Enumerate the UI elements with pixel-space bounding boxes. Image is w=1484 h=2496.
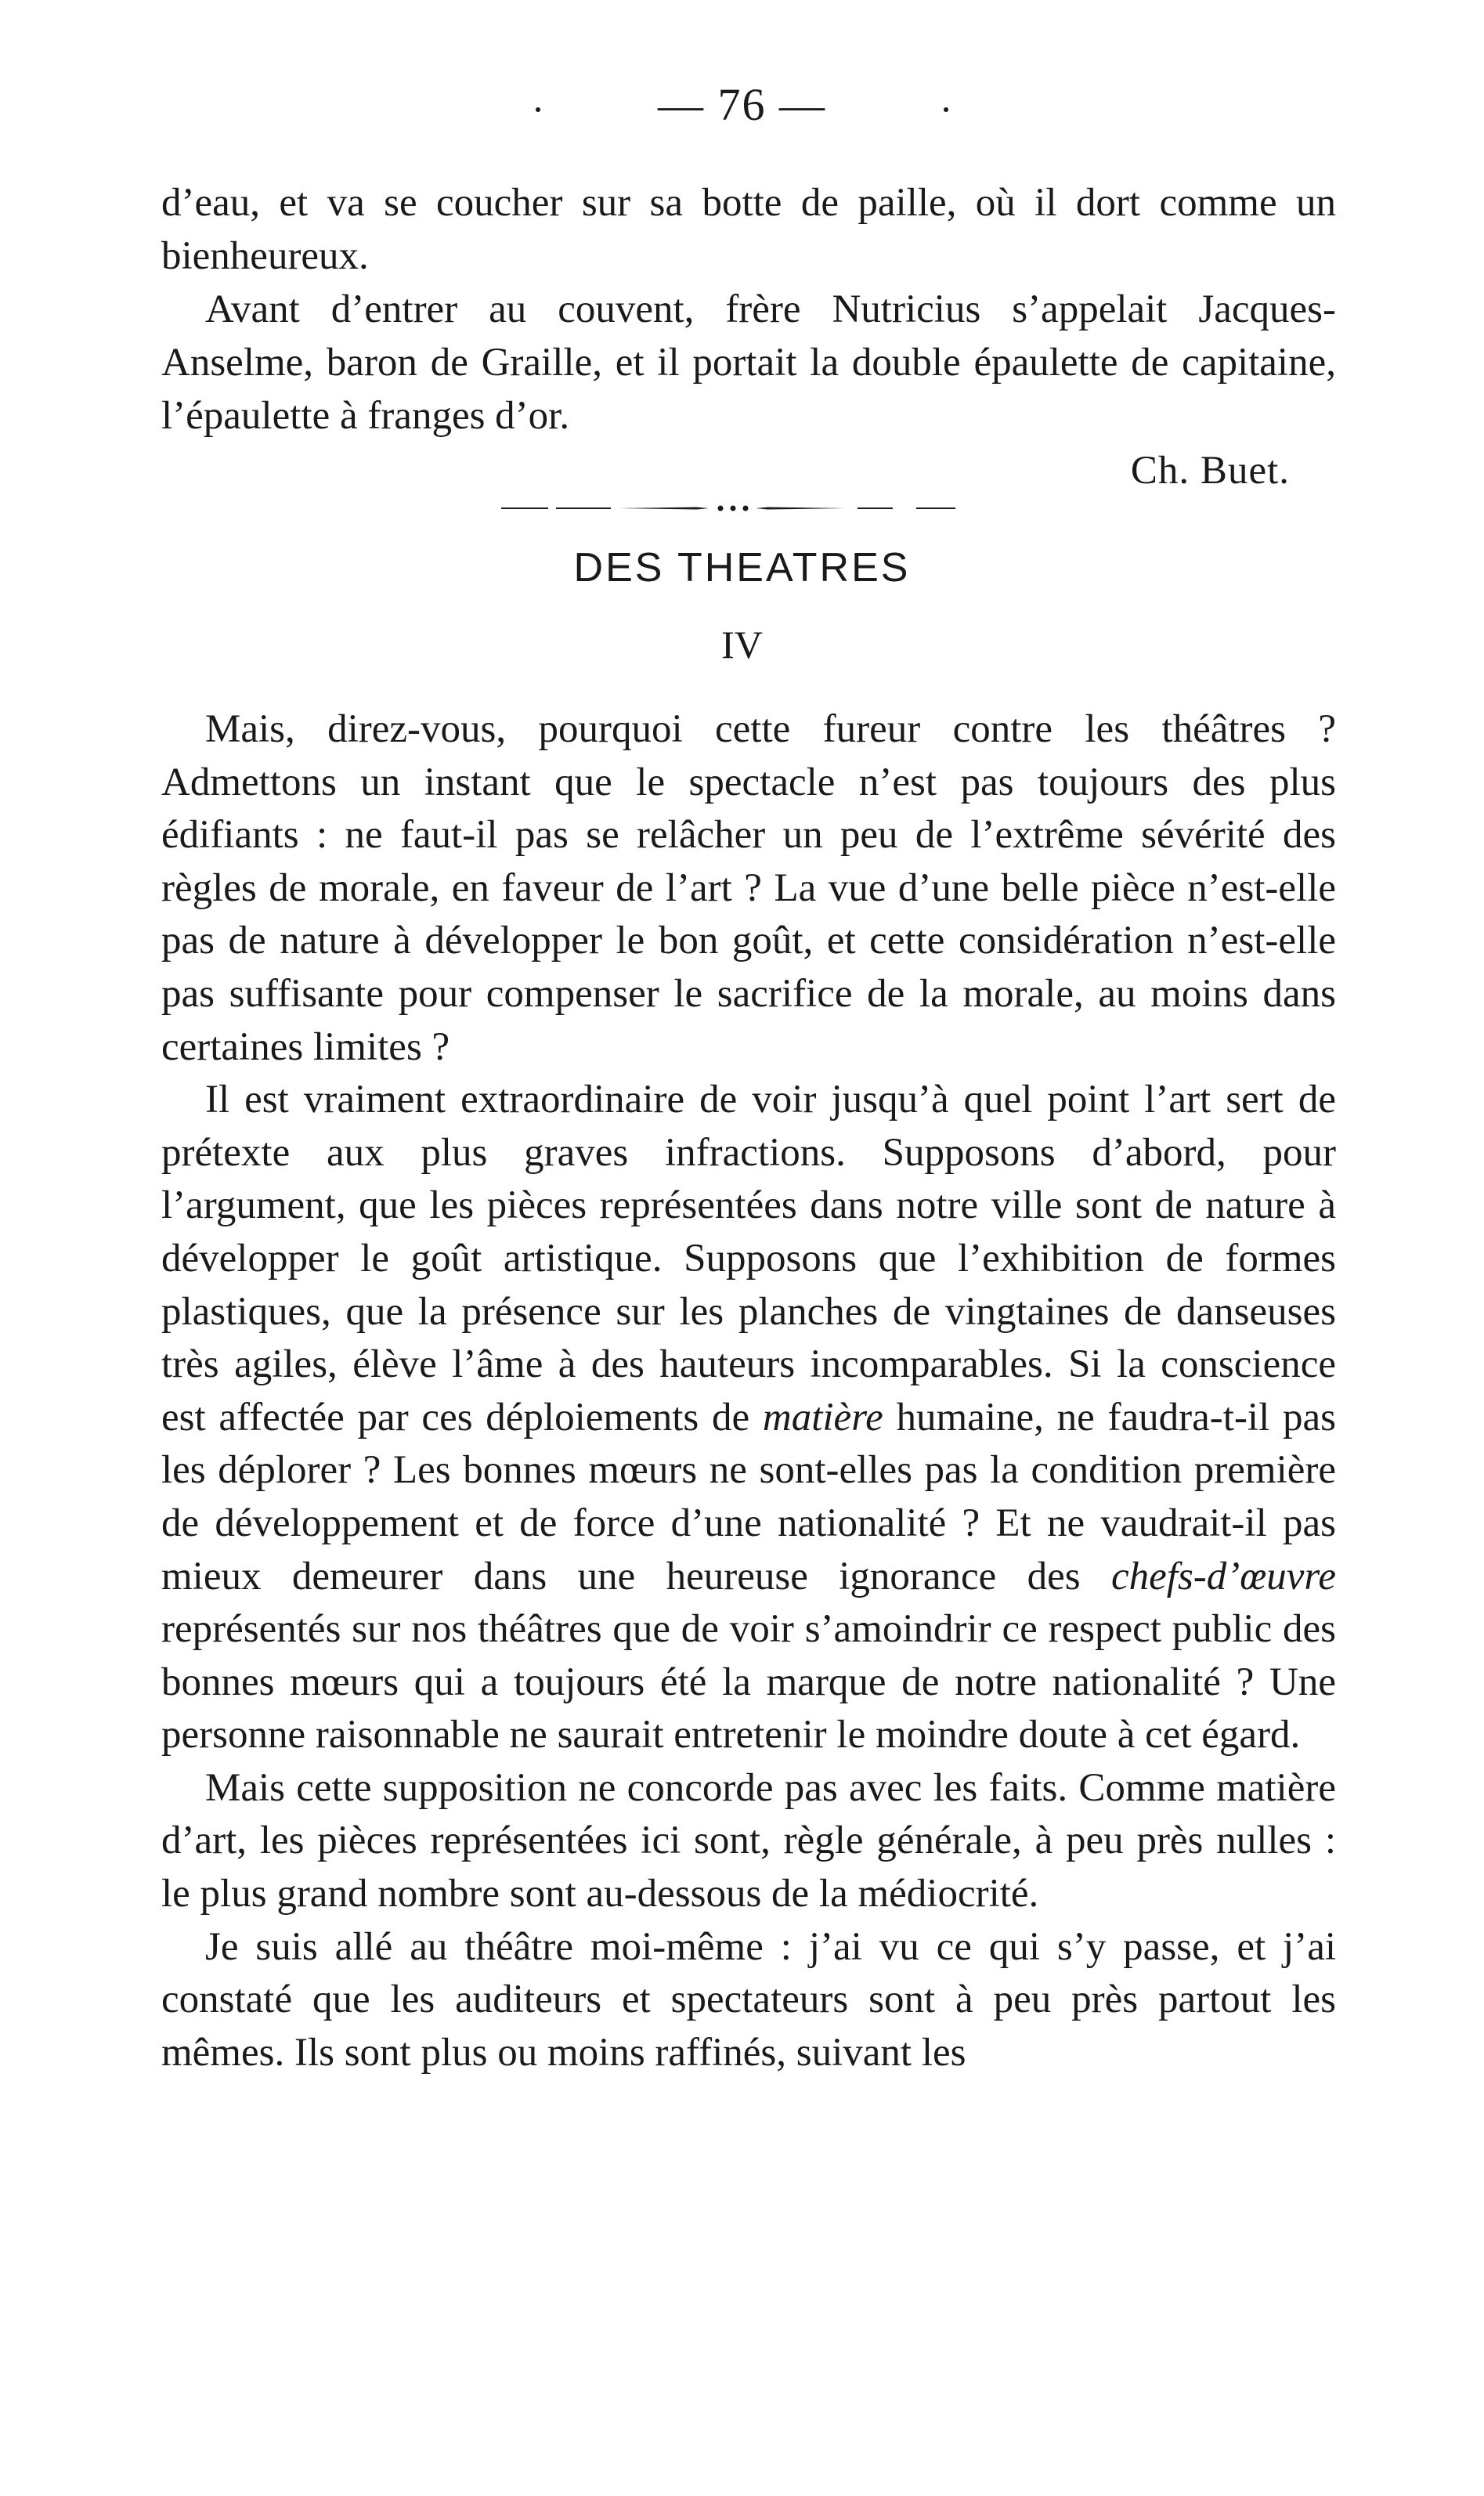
decorative-dot-left bbox=[536, 107, 540, 112]
continuation-text bbox=[161, 176, 1336, 442]
continuation-paragraph-1: d’eau, et va se coucher sur sa botte de paille, où il dort comme un bienheureux. bbox=[161, 181, 1336, 278]
section-title: DES THEATRES bbox=[573, 545, 911, 591]
section-divider bbox=[501, 504, 955, 512]
section-number: IV bbox=[721, 623, 763, 666]
decorative-dot-right bbox=[944, 107, 948, 112]
italic-word-matiere: matière bbox=[762, 1395, 883, 1439]
page-number-text: — 76 — bbox=[658, 79, 826, 130]
italic-word-chefs-doeuvre: chefs-d’œuvre bbox=[1111, 1554, 1336, 1598]
paragraph-2-part-b: humaine, ne faudra-t-il pas les déplorer ? Les bonnes mœurs ne sont-elles pas la condition première de développement et de force d’une nationalité ? Et ne vaudrait-il pas mieux demeurer dans une heureuse ignorance des bbox=[161, 1395, 1337, 1598]
main-text bbox=[161, 703, 1336, 2079]
page-number bbox=[0, 78, 1484, 131]
paragraph-3: Mais cette supposition ne concorde pas avec les faits. Comme matière d’art, les pièces représentées ici sont, règle générale, à peu près nulles : le plus grand nombre sont au-dessous de la médiocrité. bbox=[161, 1765, 1336, 1916]
paragraph-2 bbox=[161, 1074, 1336, 1762]
paragraph-2-part-c: représentés sur nos théâtres que de voir s’amoindrir ce respect public des bonnes mœurs qui a toujours été la marque de notre nationalité ? Une personne raisonnable ne saurait entretenir le moindre doute à cet égard. bbox=[161, 1607, 1336, 1757]
continuation-paragraph-2: Avant d’entrer au couvent, frère Nutricius s’appelait Jacques-Anselme, baron de Graille, et il portait la double épaulette de capitaine, l’épaulette à franges d’or. bbox=[161, 287, 1336, 438]
paragraph-1: Mais, direz-vous, pourquoi cette fureur contre les théâtres ? Admettons un instant que le spectacle n’est pas toujours des plus édifiants : ne faut-il pas se relâcher un peu de l’extrême sévérité des règles de morale, en faveur de l’art ? La vue d’une belle pièce n’est-elle pas de nature à développer le bon goût, et cette considération n’est-elle pas suffisante pour compenser le sacrifice de la morale, au moins dans certaines limites ? bbox=[161, 707, 1336, 1069]
paragraph-4: Je suis allé au théâtre moi-même : j’ai vu ce qui s’y passe, et j’ai constaté que les auditeurs et spectateurs sont à peu près partout les mêmes. Ils sont plus ou moins raffinés, suivant les bbox=[161, 1924, 1336, 2075]
paragraph-2-part-a: Il est vraiment extraordinaire de voir jusqu’à quel point l’art sert de prétexte aux plus graves infractions. Supposons d’abord, pour l’argument, que les pièces représentées dans notre ville sont de nature à développer le goût artistique. Supposons que l’exhibition de formes plastiques, que la présence sur les planches de vingtaines de danseuses très agiles, élève l’âme à des hauteurs incomparables. Si la conscience est affectée par ces déploiements de bbox=[161, 1078, 1336, 1439]
author-signature: Ch. Buet. bbox=[1130, 449, 1290, 493]
